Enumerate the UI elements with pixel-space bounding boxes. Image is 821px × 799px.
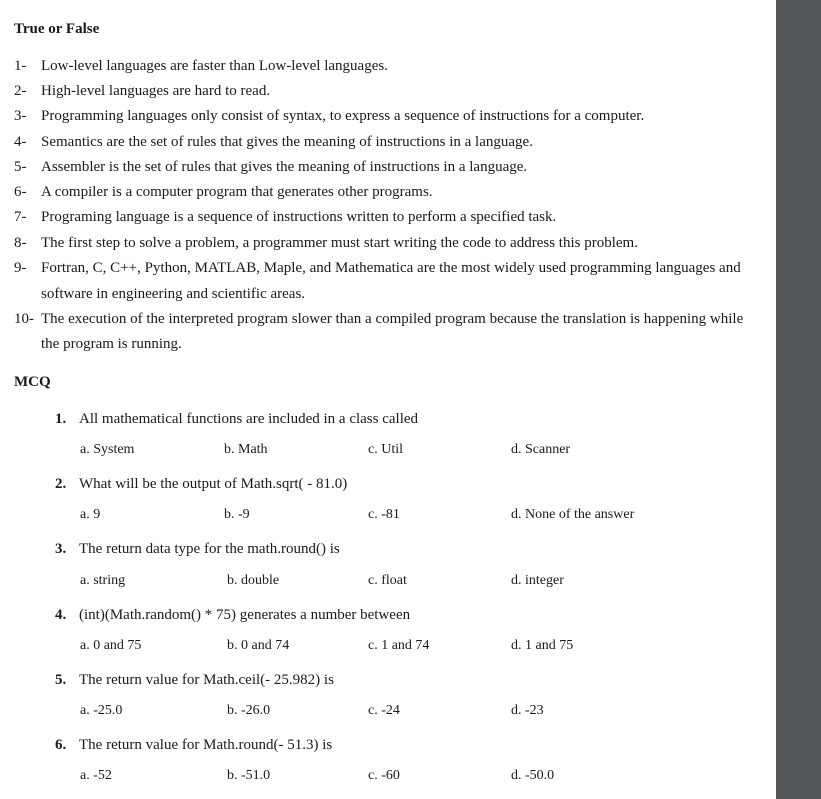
mcq-option: c. Util — [368, 442, 403, 457]
tf-number: 10- — [14, 311, 34, 327]
tf-statement: A compiler is a computer program that generates other programs. — [41, 184, 433, 200]
mcq-question-text: What will be the output of Math.sqrt( - 81.0) — [79, 476, 348, 492]
mcq-option: a. -25.0 — [80, 703, 123, 718]
mcq-number: 4. — [55, 607, 67, 623]
mcq-number: 3. — [55, 541, 67, 557]
mcq-heading: MCQ — [14, 374, 51, 390]
tf-number: 2- — [14, 83, 27, 99]
mcq-question — [55, 607, 410, 624]
mcq-number: 5. — [55, 672, 67, 688]
tf-number: 9- — [14, 260, 27, 276]
true-false-heading: True or False — [14, 21, 100, 37]
mcq-option: b. double — [227, 573, 280, 588]
tf-number: 4- — [14, 134, 27, 150]
mcq-option: c. 1 and 74 — [368, 638, 430, 653]
tf-statement-continuation: the program is running. — [41, 336, 182, 352]
viewer-scroll-gutter[interactable] — [776, 0, 821, 799]
mcq-option: c. -60 — [368, 768, 400, 783]
tf-statement: High-level languages are hard to read. — [41, 83, 271, 99]
mcq-option: d. -50.0 — [511, 768, 555, 783]
tf-number: 3- — [14, 108, 27, 124]
mcq-option: a. -52 — [80, 768, 112, 783]
mcq-option: a. 0 and 75 — [80, 638, 142, 653]
mcq-question-text: The return value for Math.round(- 51.3) is — [79, 737, 333, 753]
mcq-question-text: The return data type for the math.round() is — [79, 541, 340, 557]
tf-statement: Low-level languages are faster than Low-level languages. — [41, 58, 388, 74]
mcq-question-text: (int)(Math.random() * 75) generates a number between — [79, 607, 411, 623]
mcq-option: b. Math — [224, 442, 268, 457]
mcq-option: b. 0 and 74 — [227, 638, 290, 653]
tf-number: 1- — [14, 58, 27, 74]
tf-statement: Programming languages only consist of syntax, to express a sequence of instructions for a computer. — [41, 108, 645, 124]
mcq-number: 6. — [55, 737, 67, 753]
mcq-option: c. float — [368, 573, 407, 588]
mcq-option: d. None of the answer — [511, 507, 635, 522]
tf-statement: Semantics are the set of rules that gives the meaning of instructions in a language. — [41, 134, 533, 150]
mcq-question-text: All mathematical functions are included in a class called — [79, 411, 419, 427]
mcq-option: c. -81 — [368, 507, 400, 522]
tf-number: 6- — [14, 184, 27, 200]
tf-statement-continuation: software in engineering and scientific areas. — [41, 286, 306, 302]
tf-number: 5- — [14, 159, 27, 175]
mcq-number: 2. — [55, 476, 67, 492]
tf-statement: Fortran, C, C++, Python, MATLAB, Maple, and Mathematica are the most widely used programming languages and — [41, 260, 741, 276]
mcq-question-text: The return value for Math.ceil(- 25.982) is — [79, 672, 334, 688]
mcq-option: b. -9 — [224, 507, 250, 522]
mcq-question — [55, 541, 340, 558]
mcq-option: d. -23 — [511, 703, 544, 718]
mcq-question — [55, 476, 347, 493]
mcq-option: d. integer — [511, 573, 564, 588]
mcq-number: 1. — [55, 411, 67, 427]
tf-statement: The execution of the interpreted program slower than a compiled program because the translation is happening while — [41, 311, 744, 327]
tf-number: 8- — [14, 235, 27, 251]
mcq-question — [55, 411, 418, 428]
mcq-option: d. 1 and 75 — [511, 638, 574, 653]
mcq-option: b. -51.0 — [227, 768, 271, 783]
mcq-question — [55, 737, 332, 754]
tf-statement: Programing language is a sequence of instructions written to perform a specified task. — [41, 209, 557, 225]
mcq-question — [55, 672, 334, 689]
mcq-option: a. System — [80, 442, 135, 457]
mcq-option: c. -24 — [368, 703, 400, 718]
mcq-option: d. Scanner — [511, 442, 571, 457]
mcq-option: a. 9 — [80, 507, 101, 522]
mcq-option: b. -26.0 — [227, 703, 271, 718]
mcq-option: a. string — [80, 573, 126, 588]
tf-statement: Assembler is the set of rules that gives the meaning of instructions in a language. — [41, 159, 528, 175]
tf-statement: The first step to solve a problem, a programmer must start writing the code to address this problem. — [41, 235, 638, 251]
tf-number: 7- — [14, 209, 27, 225]
